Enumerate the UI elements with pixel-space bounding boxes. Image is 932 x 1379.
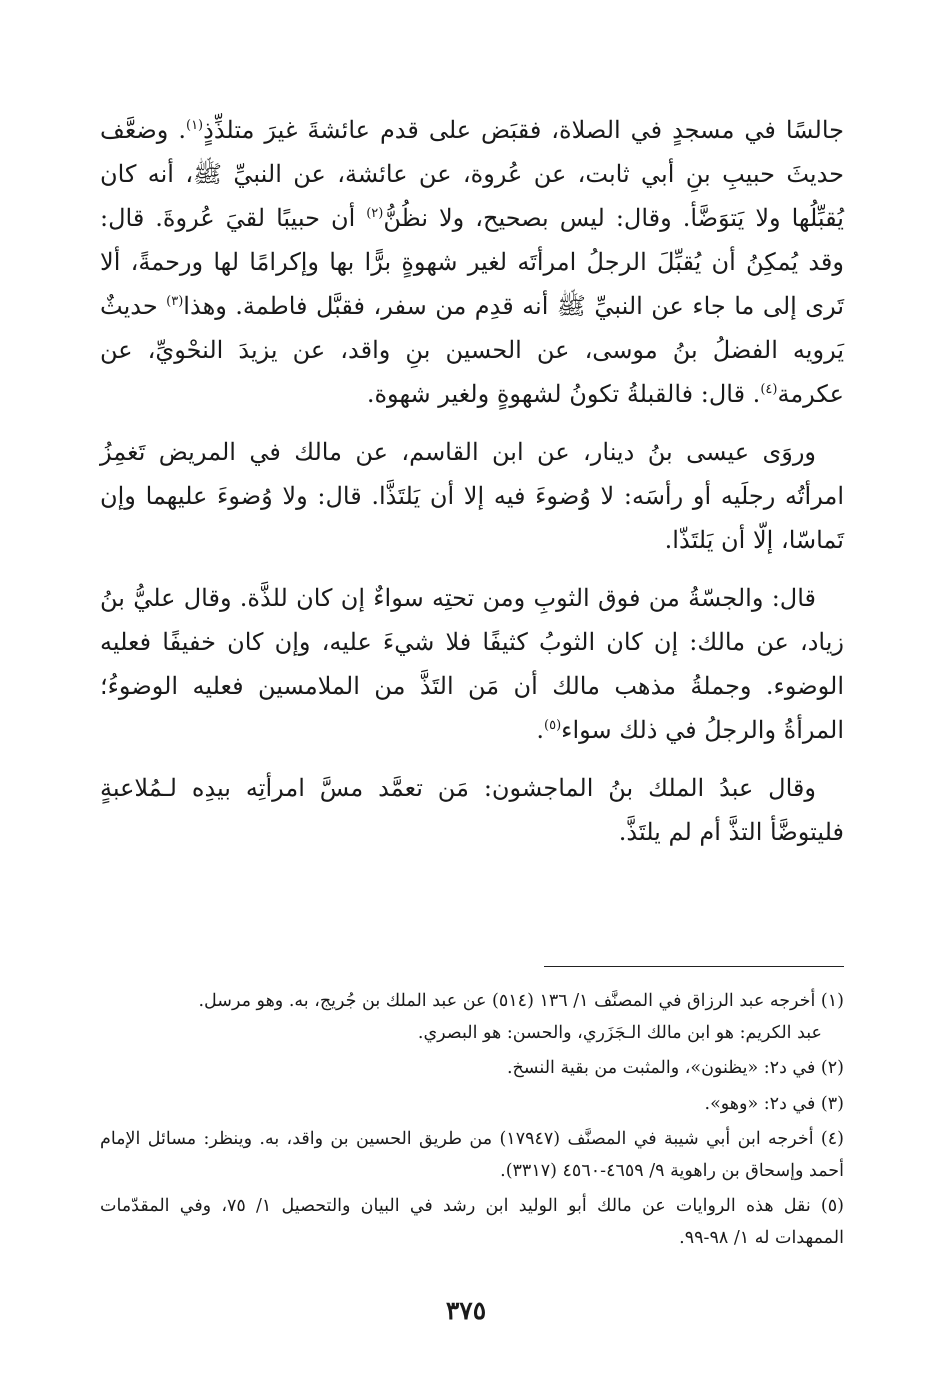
paragraph-4: وقال عبدُ الملك بنُ الماجشون: مَن تعمَّد مسَّ امرأتِه بيدِه لـمُلاعبةٍ فليتوضَّأ التذَّ أم لم يلتَذَّ. — [100, 774, 844, 846]
footnote-marker-4[interactable]: (٤) — [760, 382, 778, 397]
main-text — [100, 108, 844, 868]
footnote-marker-1[interactable]: (١) — [185, 118, 204, 133]
footnote-separator — [544, 966, 844, 967]
paragraph-1-part-a: جالسًا في مسجدٍ في الصلاة، فقبَض على قدم عائشةَ غيرَ متلذِّذٍ — [203, 116, 845, 144]
paragraph-3-part-b: . — [536, 716, 545, 744]
footnote-1-continuation: عبد الكريم: هو ابن مالك الـجَزَري، والحسن: هو البصري. — [417, 1022, 822, 1043]
footnote-marker-2[interactable]: (٢) — [366, 206, 384, 221]
footnote-5: (٥) نقل هذه الروايات عن مالك أبو الوليد ابن رشد في البيان والتحصيل ١/ ٧٥، وفي المقدّمات الممهدات له ١/ ٩٨-٩٩. — [100, 1196, 844, 1248]
footnote-marker-5[interactable]: (٥) — [544, 718, 562, 733]
paragraph-3 — [100, 576, 844, 752]
footnote-marker-3[interactable]: (٣) — [166, 294, 184, 309]
footnote-1-text: (١) أخرجه عبد الرزاق في المصنَّف ١/ ١٣٦ (٥١٤) عن عبد الملك بن جُريج، به. وهو مرسل. — [198, 991, 844, 1011]
paragraph-1 — [100, 108, 844, 416]
page-number: ٣٧٥ — [445, 1296, 487, 1325]
footnotes — [100, 986, 844, 1258]
footnote-1 — [100, 986, 844, 1049]
paragraph-2: وروَى عيسى بنُ دينار، عن ابن القاسم، عن مالك في المريض تَغمِزُ امرأتُه رجلَيه أو رأسَه: لا وُضوءَ فيه إلا أن يَلتَذَّا. قال: ولا وُضوءَ عليهما وإن تَماسّا، إلّا أن يَلتَذّا. — [100, 438, 844, 554]
footnote-2: (٢) في د٢: «يظنون»، والمثبت من بقية النسخ. — [506, 1058, 844, 1078]
paragraph-1-part-c: أن حبيبًا لقيَ عُروةَ. قال: وقد يُمكِنُ أن يُقبِّلَ الرجلُ امرأتَه لغير شهوةٍ برًّا بها وإكرامًا لها ورحمةً، ألا تَرى إلى ما جاء عن النبيِّ ﷺ أنه قدِم من سفر، فقبَّل فاطمة. وهذا — [100, 204, 845, 320]
paragraph-1-part-e: . قال: فالقبلةُ تكونُ لشهوةٍ ولغير شهوة. — [366, 380, 761, 408]
paragraph-1-part-d: حديثٌ يَرويه الفضلُ بنُ موسى، عن الحسين بنِ واقد، عن يزيدَ النحْويِّ، عن عكرمة — [100, 292, 844, 408]
paragraph-1-part-b: . وضعَّف حديثَ حبيبِ بنِ أبي ثابت، عن عُروة، عن عائشة، عن النبيِّ ﷺ، أنه كان يُقبِّلُها ولا يَتوَضَّأ. وقال: ليس بصحيح، ولا نظُنُّ — [100, 116, 845, 232]
footnote-4: (٤) أخرجه ابن أبي شيبة في المصنَّف (١٧٩٤٧) من طريق الحسين بن واقد، به. وينظر: مسائل الإمام أحمد وإسحاق بن راهوية ٩/ ٤٦٥٩-٤٥٦٠ (٣٣١٧). — [100, 1129, 844, 1181]
footnote-3: (٣) في د٢: «وهو». — [704, 1093, 844, 1114]
paragraph-3-part-a: قال: والجسّةُ من فوق الثوبِ ومن تحتِه سواءٌ إن كان للذَّة. وقال عليُّ بنُ زياد، عن مالك: إن كان الثوبُ كثيفًا فلا شيءَ عليه، وإن كان خفيفًا فعليه الوضوء. وجملةُ مذهب مالك أن مَن التَذَّ من الملامسين فعليه الوضوءُ؛ المرأةُ والرجلُ في ذلك سواء — [100, 584, 844, 744]
